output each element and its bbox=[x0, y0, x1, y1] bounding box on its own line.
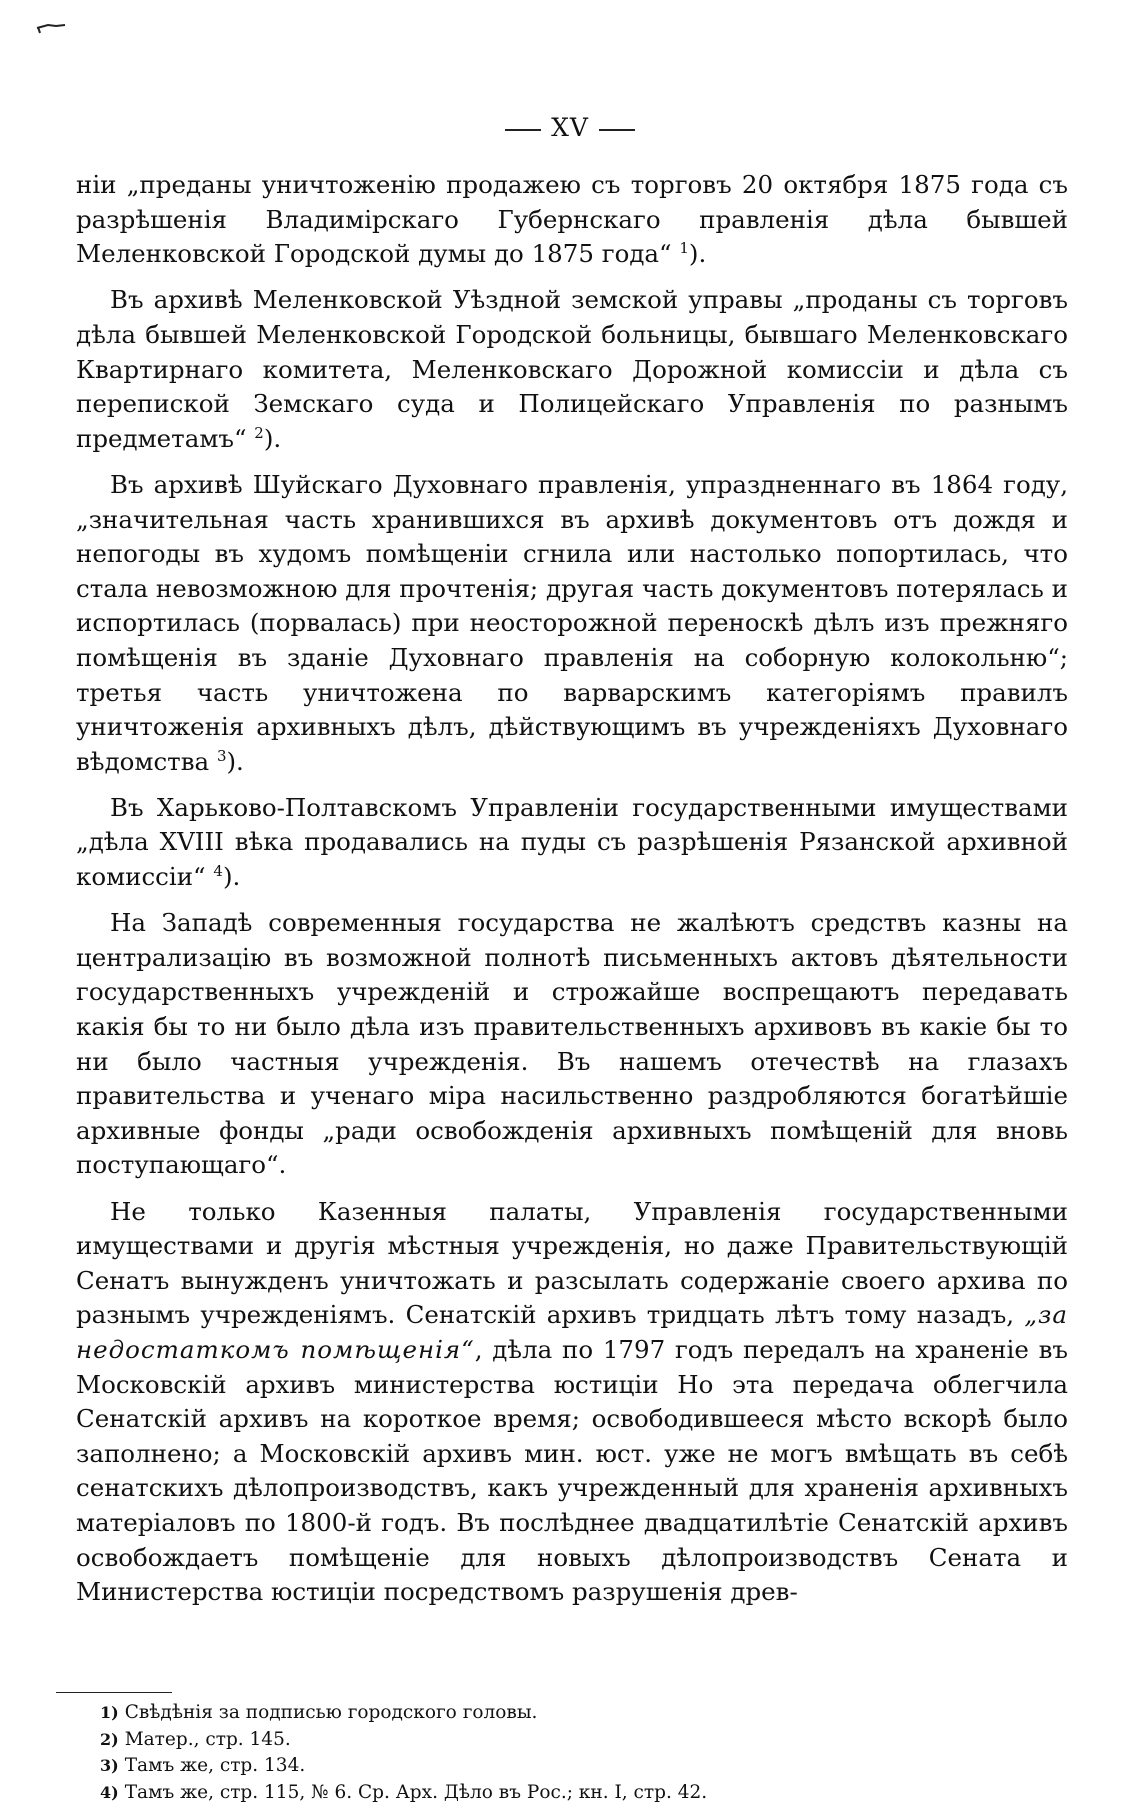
footnote-3 bbox=[100, 1753, 980, 1780]
paragraph-5-text: На Западѣ современныя государства не жалѣютъ средствъ казны на централизацiю въ возможной полнотѣ письменныхъ актовъ дѣятельности государственныхъ учрежденiй и строжайше воспрещаютъ передавать какiя бы то ни было дѣла изъ правительственныхъ архивовъ въ какiе бы то ни было частныя учрежденiя. Въ нашемъ отечествѣ на глазахъ правительства и ученаго мiра насильственно раздробляются богатѣйшiе архивные фонды „ради освобожденiя архивныхъ помѣщенiй для вновь поступающаго“. bbox=[76, 908, 1068, 1179]
footnote-3-mark: 3) bbox=[100, 1756, 119, 1775]
paragraph-6-before: Не только Казенныя палаты, Управленiя государственными имуществами и другiя мѣстныя учрежденiя, но даже Правительствующiй Сенатъ вынужденъ уничтожать и разсылать содержанiе своего архива по разнымъ учрежденiямъ. Сенатскiй архивъ тридцать лѣтъ тому назадъ, bbox=[76, 1197, 1068, 1330]
footnote-1-mark: 1) bbox=[100, 1703, 119, 1722]
paragraph-4: Въ Харьково-Полтавскомъ Управленiи государственными имуществами „дѣла XVIII вѣка продавались на пуды съ разрѣшенiя Рязанской архивной комиссiи“ $^4$). bbox=[76, 791, 1068, 895]
footnote-ref-1: 1 bbox=[679, 239, 689, 257]
footnote-4-text: Тамъ же, стр. 115, № 6. Ср. Арх. Дѣло въ Рос.; кн. I, стр. 42. bbox=[125, 1782, 707, 1803]
footnote-2 bbox=[100, 1727, 980, 1754]
paragraph-2-tail: . bbox=[273, 424, 281, 453]
footnote-1 bbox=[100, 1700, 980, 1727]
footnote-ref-3: 3 bbox=[217, 747, 227, 765]
footnote-ref-4: 4 bbox=[213, 862, 223, 880]
footnote-1-text: Свѣдѣнiя за подписью городского головы. bbox=[125, 1702, 538, 1723]
paragraph-2-text: Въ архивѣ Меленковской Уѣздной земской управы „проданы съ торговъ дѣла бывшей Меленковской Городской больницы, бывшаго Меленковскаго Квартирнаго комитета, Меленковскаго Дорожной комиссiи и дѣла съ перепиской Земскаго суда и Полицейскаго Управленiя по разнымъ предметамъ“ bbox=[76, 285, 1068, 452]
paragraph-6-emphasis: „за недостаткомъ помѣщенiя“ bbox=[76, 1300, 1068, 1364]
corner-scan-mark bbox=[36, 22, 66, 34]
paragraph-3-text: Въ архивѣ Шуйскаго Духовнаго правленiя, упраздненнаго въ 1864 году, „значительная часть хранившихся въ архивѣ документовъ отъ дождя и непогоды въ худомъ помѣщенiи сгнила или настолько попортилась, что стала невозможною для прочтенiя; другая часть документовъ потерялась и испортилась (порвалась) при неосторожной переноскѣ дѣлъ изъ прежняго помѣщенiя въ зданiе Духовнаго правленiя на соборную колокольню“; третья часть уничтожена по варварскимъ категорiямъ правилъ уничтоженiя архивныхъ дѣлъ, дѣйствующимъ въ учрежденiяхъ Духовнаго вѣдомства bbox=[76, 470, 1068, 776]
paragraph-2: Въ архивѣ Меленковской Уѣздной земской управы „проданы съ торговъ дѣла бывшей Меленковской Городской больницы, бывшаго Меленковскаго Квартирнаго комитета, Меленковскаго Дорожной комиссiи и дѣла съ перепиской Земскаго суда и Полицейскаго Управленiя по разнымъ предметамъ“ $^2$). bbox=[76, 283, 1068, 456]
paragraph-1: нiи „преданы уничтоженiю продажею съ торговъ 20 октября 1875 года съ разрѣшенiя Владимiрскаго Губернскаго правленiя дѣла бывшей Меленковской Городской думы до 1875 года“ $^1$). bbox=[76, 168, 1068, 272]
footnote-3-text: Тамъ же, стр. 134. bbox=[125, 1755, 306, 1776]
header-dash-right bbox=[599, 129, 635, 131]
footnote-2-text: Матер., стр. 145. bbox=[125, 1729, 291, 1750]
paragraph-1-text: нiи „преданы уничтоженiю продажею съ торговъ 20 октября 1875 года съ разрѣшенiя Владимiрскаго Губернскаго правленiя дѣла бывшей Меленковской Городской думы до 1875 года“ bbox=[76, 170, 1068, 268]
paragraph-4-text: Въ Харьково-Полтавскомъ Управленiи государственными имуществами „дѣла XVIII вѣка продавались на пуды съ разрѣшенiя Рязанской архивной комиссiи“ bbox=[76, 793, 1068, 891]
paragraph-3: Въ архивѣ Шуйскаго Духовнаго правленiя, упраздненнаго въ 1864 году, „значительная часть хранившихся въ архивѣ документовъ отъ дождя и непогоды въ худомъ помѣщенiи сгнила или настолько попортилась, что стала невозможною для прочтенiя; другая часть документовъ потерялась и испортилась (порвалась) при неосторожной переноскѣ дѣлъ изъ прежняго помѣщенiя въ зданiе Духовнаго правленiя на соборную колокольню“; третья часть уничтожена по варварскимъ категорiямъ правилъ уничтоженiя архивныхъ дѣлъ, дѣйствующимъ въ учрежденiяхъ Духовнаго вѣдомства $^3$). bbox=[76, 468, 1068, 779]
page-number-header bbox=[0, 113, 1140, 142]
footnote-2-mark: 2) bbox=[100, 1730, 119, 1749]
footnote-ref-2: 2 bbox=[254, 424, 264, 442]
footnote-4 bbox=[100, 1780, 980, 1806]
paragraph-6-after: , дѣла по 1797 годъ передалъ на храненiе въ Московскiй архивъ министерства юстицiи Но эта передача облегчила Сенатскiй архивъ на короткое время; освободившееся мѣсто вскорѣ было заполнено; а Московскiй архивъ мин. юст. уже не могъ вмѣщать въ себѣ сенатскихъ дѣлопроизводствъ, какъ учрежденный для храненiя архивныхъ матерiаловъ по 1800-й годъ. Въ послѣднее двадцатилѣтiе Сенатскiй архивъ освобождаетъ помѣщенiе для новыхъ дѣлопроизводствъ Сената и Министерства юстицiи посредствомъ разрушенiя древ- bbox=[76, 1335, 1068, 1606]
footnote-divider bbox=[56, 1692, 172, 1693]
page-number: XV bbox=[551, 113, 589, 142]
paragraph-6 bbox=[76, 1195, 1068, 1610]
body-text bbox=[76, 168, 1068, 1621]
paragraph-5 bbox=[76, 906, 1068, 1183]
footnotes bbox=[100, 1700, 980, 1806]
paragraph-3-tail: . bbox=[236, 747, 244, 776]
paragraph-4-tail: . bbox=[233, 862, 241, 891]
paragraph-1-tail: . bbox=[698, 239, 706, 268]
footnote-4-mark: 4) bbox=[100, 1783, 119, 1802]
header-dash-left bbox=[505, 129, 541, 131]
